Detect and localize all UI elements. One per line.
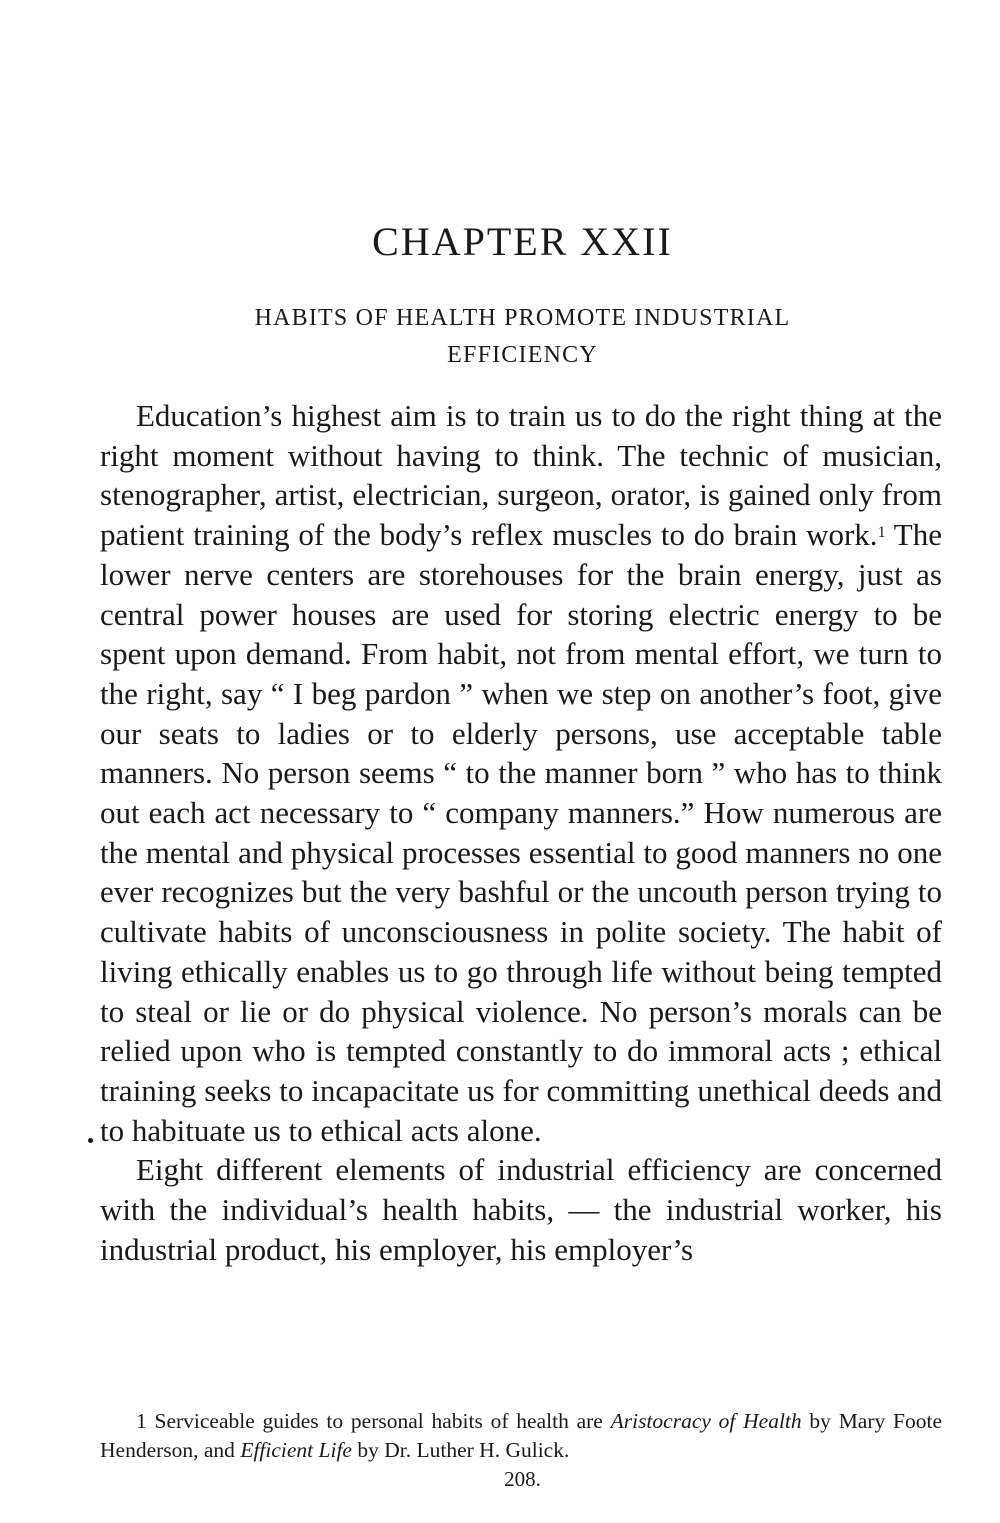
paragraph-2: Eight different elements of industrial efficiency are concerned with the individual’s health habits, — the industrial worker, his industrial product, his employer, his employer’s [100,1152,942,1267]
footnote-text-2: by Mary Foote Henderson, and [100,1409,942,1462]
footnote-reference[interactable]: 1 [877,524,886,542]
stray-ink-mark [88,1138,93,1143]
footnote-text-3: by Dr. Luther H. Gulick. [351,1438,570,1462]
footnote-book-title-1: Aristocracy of Health [610,1409,802,1433]
footnote [100,1407,942,1465]
footnote-paragraph [100,1407,942,1465]
page-number: 208. [504,1467,541,1491]
chapter-title-line-2: EFFICIENCY [447,342,598,368]
footnote-book-title-2: Efficient Life [240,1438,352,1462]
chapter-title-line-1: HABITS OF HEALTH PROMOTE INDUSTRIAL [254,305,791,331]
paragraph-1-part-1: Education’s highest aim is to train us to do the right thing at the right moment without having to think. The technic of musician, stenographer, artist, electrician, surgeon, orator, is gained only from patient training of the body’s reflex muscles to do brain work. [100,398,942,553]
footnote-text-1: Serviceable guides to personal habits of health are [146,1409,611,1433]
paragraph-1-part-2: The lower nerve centers are storehouses for the brain energy, just as central power houses are used for storing electric energy to be spent upon demand. From habit, not from mental effort, we turn to the right, say “ I beg pardon ” when we step on another’s foot, give our seats to ladies or to elderly persons, use acceptable table manners. No person seems “ to the manner born ” who has to think out each act necessary to “ company manners.” How numerous are the mental and physical processes essential to good manners no one ever recognizes but the very bashful or the uncouth person trying to cultivate habits of unconsciousness in polite society. The habit of living ethically enables us to go through life without being tempted to steal or lie or do physical violence. No person’s morals can be relied upon who is tempted constantly to do immoral acts ; ethical training seeks to incapacitate us for committing unethical deeds and to habituate us to ethical acts alone. [100,517,942,1148]
chapter-title [100,300,945,374]
paragraph-1 [100,396,942,1150]
body-text [100,396,942,1269]
footnote-marker: 1 [136,1409,147,1433]
chapter-heading: CHAPTER XXII [372,219,673,264]
